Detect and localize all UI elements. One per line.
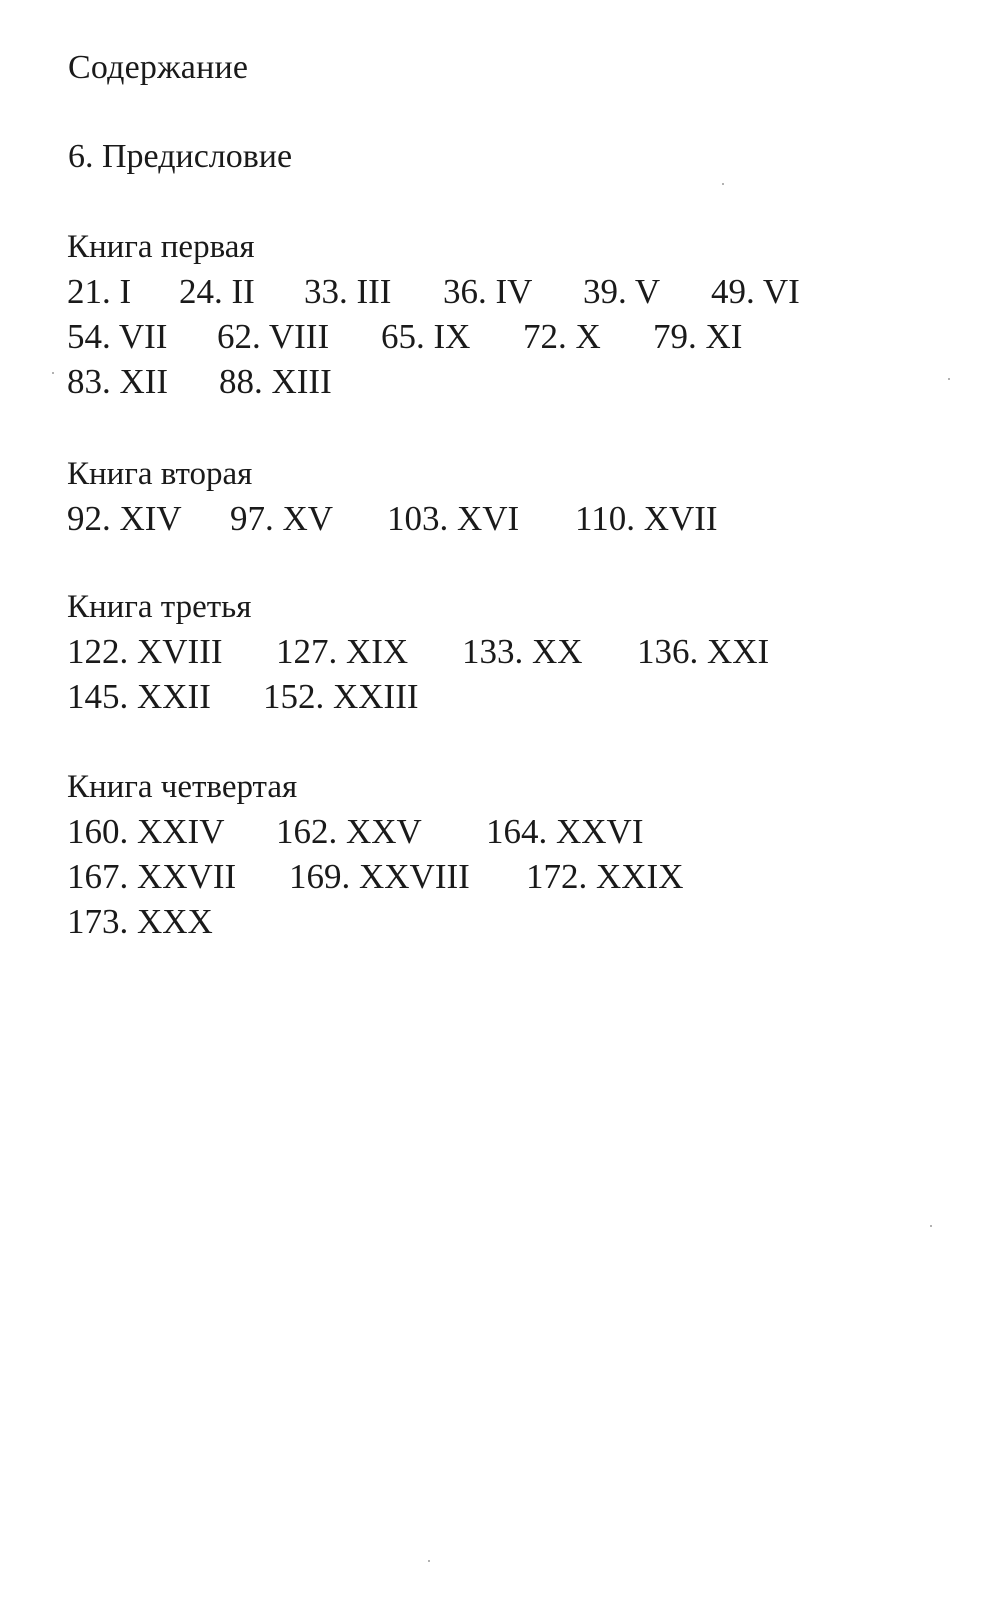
toc-entry: 164. XXVI	[486, 812, 644, 851]
book-section	[67, 585, 770, 719]
scan-speck	[722, 183, 724, 185]
book-heading: Книга четвертая	[67, 769, 298, 805]
book-heading: Книга вторая	[67, 456, 253, 492]
toc-entry: 83. XII	[67, 362, 169, 401]
toc-row	[67, 809, 644, 854]
toc-entry: 162. XXV	[276, 812, 422, 851]
toc-entry: 36. IV	[443, 272, 533, 311]
toc-entry: 97. XV	[230, 499, 334, 538]
page-title: Содержание	[68, 49, 249, 86]
toc-entry: 72. X	[523, 317, 601, 356]
toc-entry: 160. XXIV	[67, 812, 225, 851]
book-heading: Книга третья	[67, 589, 252, 625]
book-heading: Книга первая	[67, 229, 255, 265]
toc-entry: 172. XXIX	[526, 857, 684, 896]
scan-speck	[428, 1560, 430, 1562]
toc-row	[67, 899, 297, 944]
toc-row	[67, 314, 743, 359]
toc-entry: 169. XXVIII	[289, 857, 470, 896]
toc-row	[67, 854, 684, 899]
scan-speck	[948, 378, 950, 380]
toc-row	[67, 269, 800, 314]
toc-entry: 110. XVII	[575, 499, 718, 538]
preface-entry: 6. Предисловие	[68, 138, 293, 175]
scan-speck	[52, 372, 54, 374]
toc-entry: 145. XXII	[67, 677, 211, 716]
toc-entry: 167. XXVII	[67, 857, 237, 896]
toc-row	[67, 496, 718, 541]
toc-entry: 21. I	[67, 272, 132, 311]
toc-entry: 54. VII	[67, 317, 168, 356]
scan-speck	[930, 1225, 932, 1227]
toc-entry: 127. XIX	[276, 632, 409, 671]
toc-entry: 122. XVIII	[67, 632, 223, 671]
toc-entry: 49. VI	[711, 272, 800, 311]
toc-entry: 39. V	[583, 272, 661, 311]
book-section	[67, 225, 800, 404]
toc-row	[67, 674, 419, 719]
toc-entry: 88. XIII	[219, 362, 332, 401]
toc-entry: 173. XXX	[67, 902, 213, 941]
toc-entry: 65. IX	[381, 317, 471, 356]
toc-entry: 24. II	[179, 272, 255, 311]
toc-entry: 133. XX	[462, 632, 583, 671]
toc-row	[67, 629, 770, 674]
toc-entry: 152. XXIII	[263, 677, 419, 716]
toc-entry: 103. XVI	[387, 499, 520, 538]
toc-row	[67, 359, 332, 404]
toc-entry: 62. VIII	[217, 317, 330, 356]
book-section	[67, 452, 718, 541]
toc-entry: 136. XXI	[637, 632, 770, 671]
toc-entry: 92. XIV	[67, 499, 182, 538]
book-section	[67, 765, 684, 944]
toc-entry: 79. XI	[653, 317, 743, 356]
toc-entry: 33. III	[304, 272, 392, 311]
